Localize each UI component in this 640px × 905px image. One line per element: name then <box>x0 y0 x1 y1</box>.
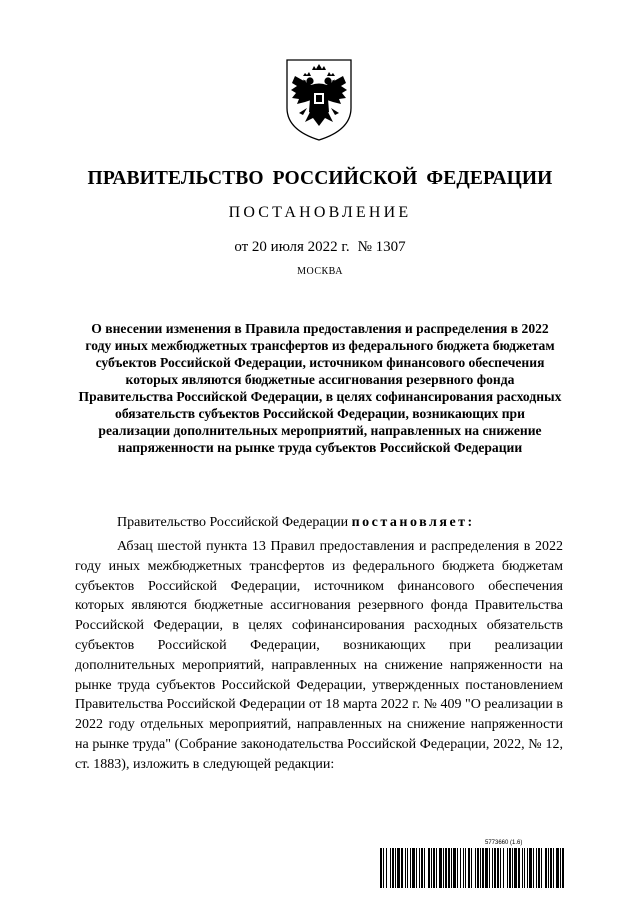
barcode-bar <box>477 848 479 888</box>
barcode-bar <box>492 848 493 888</box>
barcode-bar <box>507 848 508 888</box>
barcode-bar <box>485 848 488 888</box>
barcode-bar <box>550 848 552 888</box>
barcode-bar <box>439 848 442 888</box>
barcode-bar <box>421 848 423 888</box>
barcode-bar <box>436 848 437 888</box>
document-type: ПОСТАНОВЛЕНИЕ <box>228 204 412 221</box>
barcode-bar <box>395 848 396 888</box>
barcode-bar <box>527 848 528 888</box>
barcode-bar <box>397 848 400 888</box>
barcode-bar <box>548 848 549 888</box>
barcode-bar <box>545 848 547 888</box>
barcode-bar <box>416 848 417 888</box>
barcode-bar <box>460 848 461 888</box>
barcode-bar <box>522 848 523 888</box>
body-paragraph: Абзац шестой пункта 13 Правил предоставления и распределения в 2022 году иных межбюджетных трансфертов из федерального бюджета бюджетам субъектов Российской Федерации, источником финансового обеспечения которых являются бюджетные ассигнования резервного фонда Правительства Российской Федерации, в целях софинансирования расходных обязательств субъектов Российской Федерации, возникающих при реализации дополнительных мероприятий, направленных на снижение напряженности на рынке труда субъектов Российской Федерации, утвержденных постановлением Правительства Российской Федерации от 18 марта 2022 г. № 409 "О реализации в 2022 году отдельных мероприятий, направленных на снижение напряженности на рынке труда" (Собрание законодательства Российской Федерации, 2022, № 12, ст. 1883), изложить в следующей редакции: <box>75 539 563 772</box>
barcode-bar <box>443 848 444 888</box>
barcode-bar <box>419 848 420 888</box>
barcode-bar <box>494 848 496 888</box>
barcode-bar <box>407 848 408 888</box>
barcode-bar <box>536 848 537 888</box>
barcode-bar <box>392 848 394 888</box>
barcode-bar <box>560 848 561 888</box>
document-date-line <box>0 239 640 256</box>
barcode-bar <box>533 848 534 888</box>
barcode-bar <box>500 848 501 888</box>
document-subject: О внесении изменения в Правила предоставления и распределения в 2022 году иных межбюджетных трансфертов из федерального бюджета бюджетам субъектов Российской Федерации, источником финансового обеспечения которых являются бюджетные ассигнования резервного фонда Правительства Российской Федерации, в целях софинансирования расходных обязательств субъектов Российской Федерации, возникающих при реализации дополнительных мероприятий, направленных на снижение напряженности на рынке труда субъектов Российской Федерации <box>78 321 562 455</box>
barcode-bar <box>412 848 415 888</box>
barcode-bar <box>405 848 406 888</box>
barcode-bar <box>448 848 450 888</box>
government-name: ПРАВИТЕЛЬСТВО РОССИЙСКОЙ ФЕДЕРАЦИИ <box>87 168 553 189</box>
barcode-bar <box>509 848 511 888</box>
barcode-bar <box>556 848 559 888</box>
barcode-bar <box>390 848 391 888</box>
barcode-bar <box>503 848 504 888</box>
barcode-bar <box>529 848 532 888</box>
barcode-bar <box>468 848 470 888</box>
preamble-verb: постановляет: <box>351 515 475 530</box>
barcode-bar <box>538 848 540 888</box>
document-date: от 20 июля 2022 г. <box>234 239 350 255</box>
barcode-bar <box>512 848 513 888</box>
barcode-bar <box>524 848 525 888</box>
barcode-bar <box>451 848 452 888</box>
barcode-bar <box>562 848 564 888</box>
barcode-bar <box>497 848 499 888</box>
preamble-prefix: Правительство Российской Федерации <box>117 515 352 530</box>
barcode-bar <box>433 848 435 888</box>
barcode-bar <box>514 848 517 888</box>
barcode-bar <box>457 848 458 888</box>
barcode-bar <box>383 848 384 888</box>
barcode-bar <box>380 848 382 888</box>
document-number: № 1307 <box>357 239 406 255</box>
barcode-number: 5773660 (1.6) <box>485 840 523 846</box>
document-city: МОСКВА <box>297 266 343 277</box>
barcode-graphic <box>380 848 564 888</box>
barcode-bar <box>401 848 403 888</box>
barcode-bar <box>386 848 387 888</box>
barcode-bar <box>410 848 411 888</box>
barcode-bar <box>424 848 425 888</box>
barcode-bar <box>463 848 464 888</box>
barcode-bar <box>471 848 472 888</box>
barcode-bar <box>475 848 476 888</box>
barcode-bar <box>518 848 520 888</box>
barcode-bar <box>445 848 447 888</box>
coat-of-arms-emblem <box>283 56 355 142</box>
barcode-bar <box>541 848 542 888</box>
preamble <box>117 515 475 531</box>
barcode-bar <box>453 848 456 888</box>
barcode-bar <box>465 848 466 888</box>
barcode-bar <box>428 848 430 888</box>
barcode-bar <box>482 848 484 888</box>
barcode-bar <box>489 848 490 888</box>
barcode-bar <box>553 848 554 888</box>
barcode-bar <box>480 848 481 888</box>
barcode-bar <box>431 848 432 888</box>
